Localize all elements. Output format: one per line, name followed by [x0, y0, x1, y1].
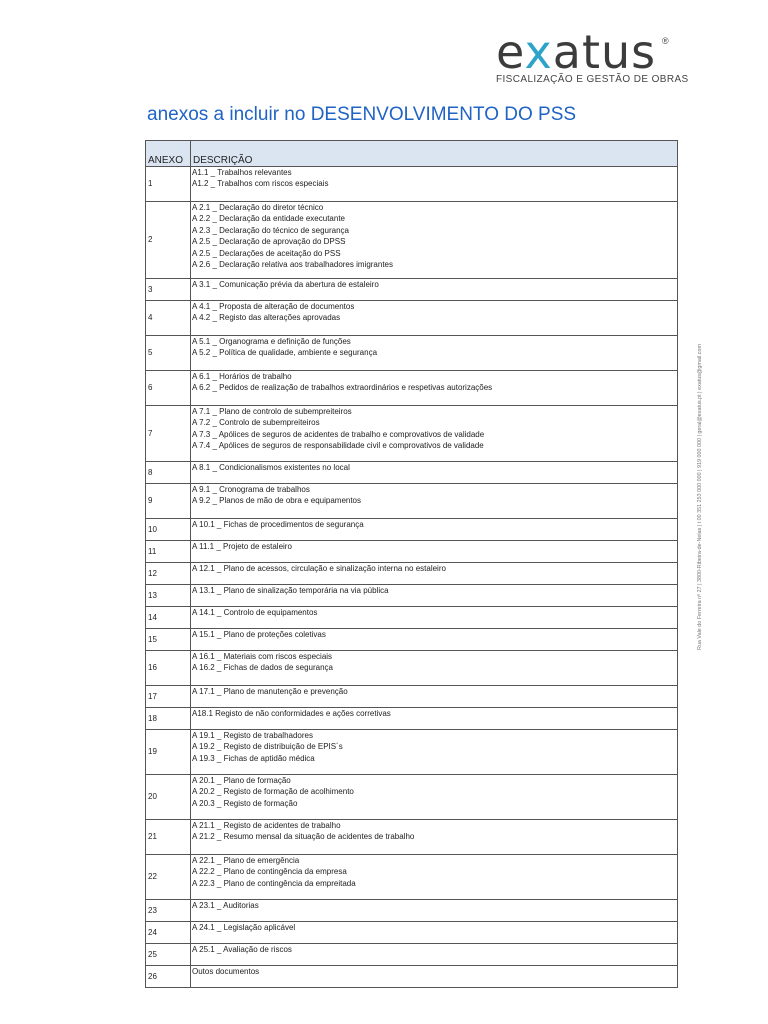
description-line: A 11.1 _ Projeto de estaleiro	[192, 542, 292, 551]
description-line: A 6.1 _ Horários de trabalho	[192, 372, 292, 381]
description-line: A 20.1 _ Plano de formação	[192, 776, 291, 785]
annex-number: 11	[146, 541, 191, 563]
description-line: A 7.2 _ Controlo de subempreiteiros	[192, 418, 320, 428]
logo-wordmark: exatus	[496, 25, 657, 79]
description-line: A 2.1 _ Declaração do diretor técnico	[192, 203, 324, 212]
description-line: A 17.1 _ Plano de manutenção e prevenção	[192, 687, 348, 696]
annex-description	[191, 900, 678, 922]
annex-number: 15	[146, 629, 191, 651]
description-line: A 2.2 _ Declaração da entidade executante	[192, 214, 345, 224]
description-line: A 2.6 _ Declaração relativa aos trabalhadores imigrantes	[192, 260, 393, 270]
annex-description	[191, 462, 678, 484]
description-line: A 16.2 _ Fichas de dados de segurança	[192, 663, 333, 673]
table-row	[146, 820, 678, 855]
annex-description	[191, 966, 678, 988]
annex-number: 26	[146, 966, 191, 988]
annex-description	[191, 730, 678, 775]
side-contact-text: Rua Vale do Ferreira nº 27 | 3800-Ribeira-de-Nelas | t 00 351 253 000 000 | 919 000 000 | geral@exatus.pt | exatus@gmail.com	[697, 344, 703, 650]
annex-number: 19	[146, 730, 191, 775]
description-line: A 19.1 _ Registo de trabalhadores	[192, 731, 313, 740]
description-line: A 2.5 _ Declarações de aceitação do PSS	[192, 248, 341, 258]
table-row	[146, 944, 678, 966]
annex-number: 18	[146, 708, 191, 730]
description-line: A 21.1 _ Registo de acidentes de trabalho	[192, 821, 341, 830]
page-title: anexos a incluir no DESENVOLVIMENTO DO PSS	[147, 104, 577, 125]
annex-description	[191, 371, 678, 406]
table-row	[146, 406, 678, 462]
description-line: A 5.1 _ Organograma e definição de funções	[192, 337, 351, 346]
company-logo	[496, 25, 689, 90]
annex-number: 8	[146, 462, 191, 484]
description-line: A1.2 _ Trabalhos com riscos especiais	[192, 179, 329, 189]
annex-number: 12	[146, 563, 191, 585]
description-line: A 2.3 _ Declaração do técnico de segurança	[192, 225, 349, 235]
table-row	[146, 607, 678, 629]
annex-number: 5	[146, 336, 191, 371]
table-row	[146, 301, 678, 336]
annex-description	[191, 629, 678, 651]
table-header-row	[146, 141, 678, 167]
annex-number: 2	[146, 202, 191, 279]
description-line: A 7.4 _ Apólices de seguros de responsabilidade civil e comprovativos de validade	[192, 441, 484, 451]
annex-number: 9	[146, 484, 191, 519]
annex-description	[191, 519, 678, 541]
table-row	[146, 336, 678, 371]
table-row	[146, 519, 678, 541]
table-row	[146, 855, 678, 900]
annex-number: 24	[146, 922, 191, 944]
annex-number: 10	[146, 519, 191, 541]
description-line: A18.1 Registo de não conformidades e ações corretivas	[192, 709, 391, 718]
annex-description	[191, 651, 678, 686]
description-line: A 15.1 _ Plano de proteções coletivas	[192, 630, 326, 639]
table-row	[146, 167, 678, 202]
annex-description	[191, 585, 678, 607]
table-row	[146, 775, 678, 820]
table-row	[146, 730, 678, 775]
header-description: DESCRIÇÃO	[191, 141, 678, 167]
table-row	[146, 202, 678, 279]
annex-description	[191, 922, 678, 944]
description-line: A 4.1 _ Proposta de alteração de documentos	[192, 302, 355, 311]
annex-description	[191, 708, 678, 730]
description-line: A 13.1 _ Plano de sinalização temporária na via pública	[192, 586, 389, 595]
annex-description	[191, 167, 678, 202]
annex-number: 13	[146, 585, 191, 607]
table-row	[146, 708, 678, 730]
table-row	[146, 462, 678, 484]
description-line: A 25.1 _ Avaliação de riscos	[192, 945, 292, 954]
annex-description	[191, 563, 678, 585]
annex-description	[191, 855, 678, 900]
annex-number: 4	[146, 301, 191, 336]
annex-number: 16	[146, 651, 191, 686]
annex-description	[191, 820, 678, 855]
annex-description	[191, 686, 678, 708]
table-row	[146, 966, 678, 988]
annex-table	[145, 140, 678, 988]
table-row	[146, 651, 678, 686]
table-row	[146, 371, 678, 406]
table-row	[146, 686, 678, 708]
annex-description	[191, 775, 678, 820]
description-line: A 7.1 _ Plano de controlo de subempreiteiros	[192, 407, 352, 416]
description-line: A 2.5 _ Declaração de aprovação do DPSS	[192, 237, 346, 247]
table-row	[146, 900, 678, 922]
description-line: A 14.1 _ Controlo de equipamentos	[192, 608, 318, 617]
annex-number: 23	[146, 900, 191, 922]
description-line: A 23.1 _ Auditorias	[192, 901, 259, 910]
logo-subtitle: FISCALIZAÇÃO E GESTÃO DE OBRAS	[496, 74, 689, 85]
description-line: A 22.2 _ Plano de contingência da empresa	[192, 867, 347, 877]
table-row	[146, 279, 678, 301]
table-row	[146, 585, 678, 607]
table-body	[146, 167, 678, 988]
annex-number: 7	[146, 406, 191, 462]
description-line: A 20.3 _ Registo de formação	[192, 798, 298, 808]
annex-number: 20	[146, 775, 191, 820]
description-line: A 8.1 _ Condicionalismos existentes no local	[192, 463, 350, 472]
description-line: A 19.3 _ Fichas de aptidão médica	[192, 753, 315, 763]
description-line: A1.1 _ Trabalhos relevantes	[192, 168, 292, 177]
description-line: A 19.2 _ Registo de distribuição de EPIS´s	[192, 742, 343, 752]
description-line: A 5.2 _ Política de qualidade, ambiente e segurança	[192, 348, 378, 358]
description-line: A 24.1 _ Legislação aplicável	[192, 923, 296, 932]
description-line: A 3.1 _ Comunicação prévia da abertura de estaleiro	[192, 280, 379, 289]
annex-description	[191, 336, 678, 371]
side-contact-strip	[688, 245, 703, 650]
annex-number: 22	[146, 855, 191, 900]
annex-description	[191, 607, 678, 629]
description-line: A 22.1 _ Plano de emergência	[192, 856, 300, 865]
description-line: A 9.1 _ Cronograma de trabalhos	[192, 485, 310, 494]
annex-number: 1	[146, 167, 191, 202]
table-row	[146, 541, 678, 563]
description-line: A 9.2 _ Planos de mão de obra e equipamentos	[192, 496, 362, 506]
table-row	[146, 922, 678, 944]
annex-number: 14	[146, 607, 191, 629]
description-line: A 16.1 _ Materiais com riscos especiais	[192, 652, 333, 661]
annex-number: 25	[146, 944, 191, 966]
description-line: A 20.2 _ Registo de formação de acolhimento	[192, 787, 354, 797]
description-line: A 12.1 _ Plano de acessos, circulação e sinalização interna no estaleiro	[192, 564, 446, 573]
description-line: A 4.2 _ Registo das alterações aprovadas	[192, 313, 341, 323]
description-line: A 10.1 _ Fichas de procedimentos de segurança	[192, 520, 364, 529]
description-line: Outos documentos	[192, 967, 260, 976]
table-row	[146, 563, 678, 585]
annex-description	[191, 279, 678, 301]
annex-description	[191, 944, 678, 966]
description-line: A 7.3 _ Apólices de seguros de acidentes de trabalho e comprovativos de validade	[192, 429, 485, 439]
table-row	[146, 629, 678, 651]
annex-description	[191, 301, 678, 336]
annex-description	[191, 406, 678, 462]
annex-number: 6	[146, 371, 191, 406]
annex-description	[191, 541, 678, 563]
description-line: A 22.3 _ Plano de contingência da empreitada	[192, 878, 356, 888]
registered-mark: ®	[662, 36, 669, 46]
description-line: A 21.2 _ Resumo mensal da situação de acidentes de trabalho	[192, 832, 415, 842]
annex-description	[191, 202, 678, 279]
description-line: A 6.2 _ Pedidos de realização de trabalhos extraordinários e respetivas autorizações	[192, 383, 493, 393]
table-row	[146, 484, 678, 519]
header-annex: ANEXO	[146, 141, 191, 167]
annex-description	[191, 484, 678, 519]
annex-number: 21	[146, 820, 191, 855]
annex-number: 17	[146, 686, 191, 708]
annex-number: 3	[146, 279, 191, 301]
